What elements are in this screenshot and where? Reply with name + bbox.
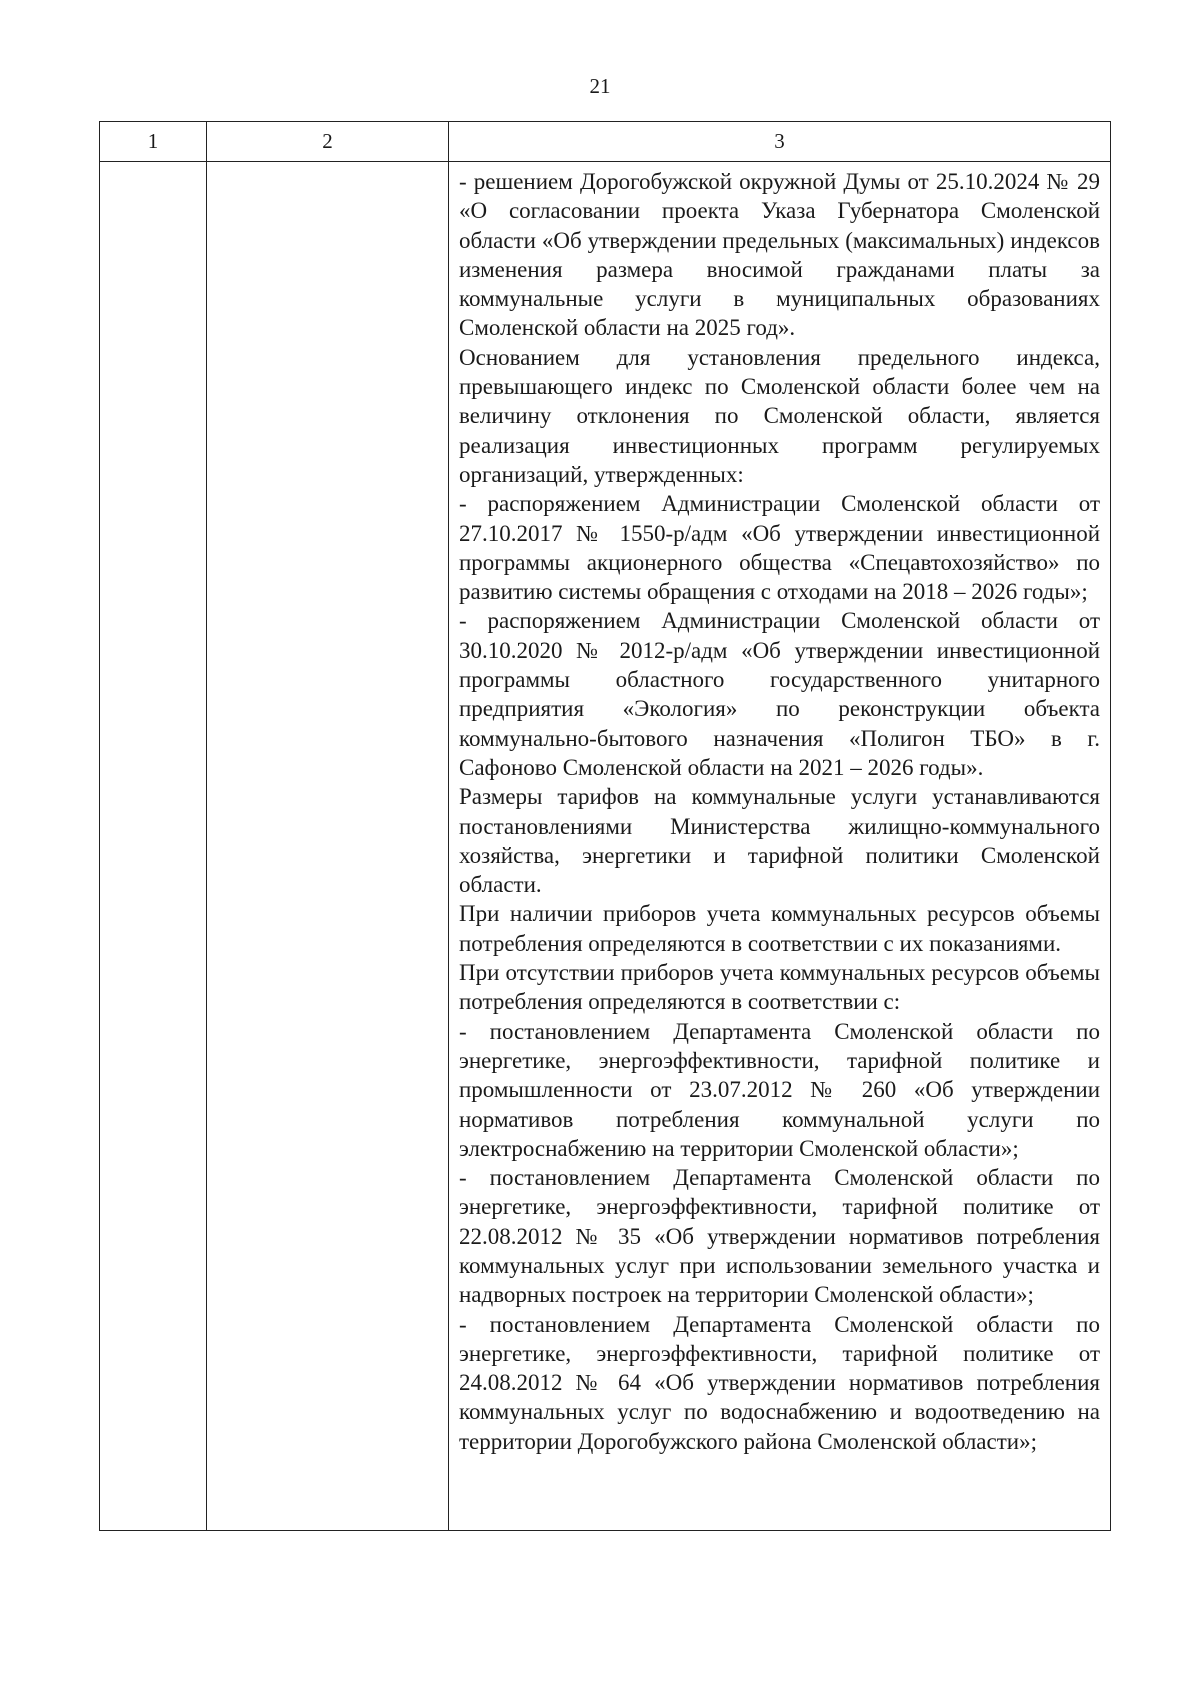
table-header-col-3: 3: [449, 122, 1110, 162]
paragraph-tariffs: Размеры тарифов на коммунальные услуги устанавливаются постановлениями Министерства жилищно-коммунального хозяйства, энергетики и тарифной политики Смоленской области.: [459, 784, 1100, 898]
table-header-col-1: 1: [100, 122, 207, 162]
paragraph-resolution-64: - постановлением Департамента Смоленской области по энергетике, энергоэффективности, тарифной политике от 24.08.2012 № 64 «Об утверждении нормативов потребления коммунальных услуг по водоснабжению и водоотведению на территории Дорогобужского района Смоленской области»;: [459, 1311, 1100, 1454]
table-cell-col-2: [207, 162, 449, 1530]
paragraph-meters-present: При наличии приборов учета коммунальных ресурсов объемы потребления определяются в соответствии с их показаниями.: [459, 901, 1100, 956]
paragraph-index-basis: Основанием для установления предельного индекса, превышающего индекс по Смоленской области более чем на величину отклонения по Смоленской области, является реализация инвестиционных программ регулируемых организаций, утвержденных:: [459, 344, 1100, 487]
document-table: [99, 121, 1111, 1531]
paragraph-order-1550: - распоряжением Администрации Смоленской области от 27.10.2017 № 1550-р/адм «Об утверждении инвестиционной программы акционерного общества «Спецавтохозяйство» по развитию системы обращения с отходами на 2018 – 2026 годы»;: [459, 491, 1100, 605]
table-cell-col-1: [100, 162, 207, 1530]
table-cell-col-3: [449, 162, 1110, 1530]
paragraph-resolution-260: - постановлением Департамента Смоленской области по энергетике, энергоэффективности, тарифной политике и промышленности от 23.07.2012 № 260 «Об утверждении нормативов потребления коммунальной услуги по электроснабжению на территории Смоленской области»;: [459, 1018, 1100, 1161]
page-number: 21: [589, 74, 611, 98]
table-header-col-2: 2: [207, 122, 449, 162]
paragraph-resolution-35: - постановлением Департамента Смоленской области по энергетике, энергоэффективности, тарифной политике от 22.08.2012 № 35 «Об утверждении нормативов потребления коммунальных услуг при использовании земельного участка и надворных построек на территории Смоленской области»;: [459, 1165, 1100, 1308]
paragraph-duma-decision: - решением Дорогобужской окружной Думы от 25.10.2024 № 29 «О согласовании проекта Указа Губернатора Смоленской области «Об утверждении предельных (максимальных) индексов изменения размера вносимой гражданами платы за коммунальные услуги в муниципальных образованиях Смоленской области на 2025 год».: [459, 169, 1100, 341]
paragraph-order-2012: - распоряжением Администрации Смоленской области от 30.10.2020 № 2012-р/адм «Об утверждении инвестиционной программы областного государственного унитарного предприятия «Экология» по реконструкции объекта коммунально-бытового назначения «Полигон ТБО» в г. Сафоново Смоленской области на 2021 – 2026 годы».: [459, 608, 1100, 780]
paragraph-meters-absent: При отсутствии приборов учета коммунальных ресурсов объемы потребления определяются в соответствии с:: [459, 960, 1100, 1015]
